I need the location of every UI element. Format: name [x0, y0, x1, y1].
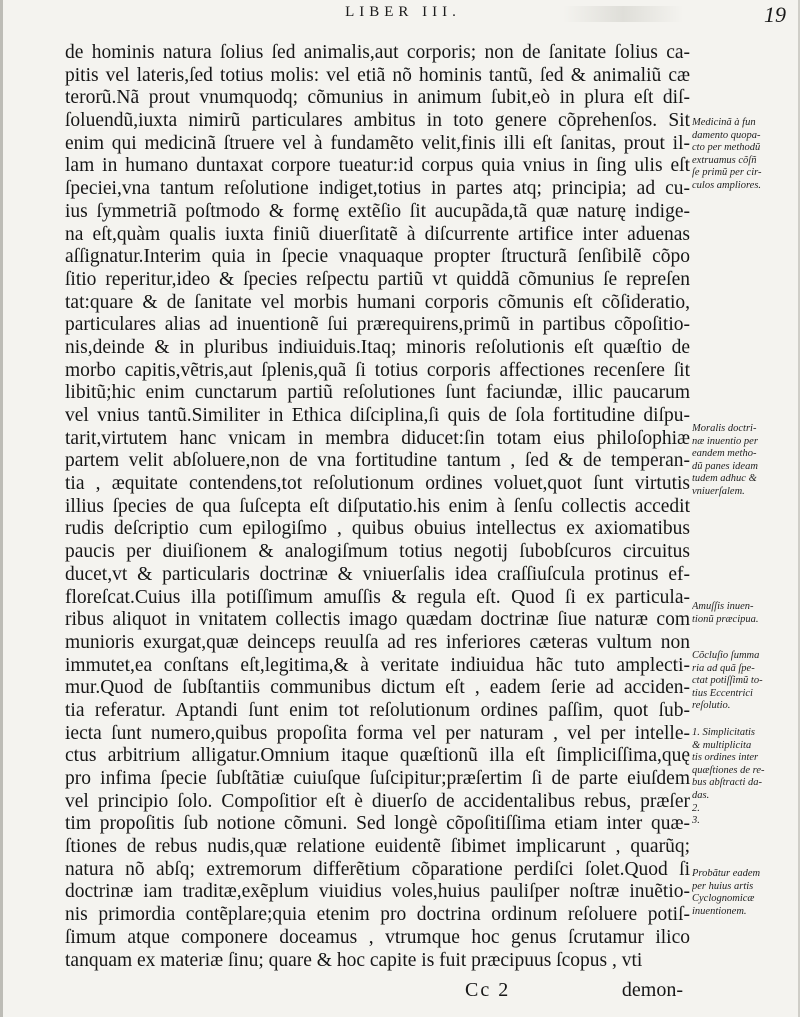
main-text-block	[65, 42, 690, 972]
margin-note-line: per huius artis	[692, 880, 754, 892]
text-line: ſtiones de rebus nudis,quæ relatione euidentẽ ſibimet implicarunt , quarũq;	[65, 836, 690, 858]
margin-note-line: ria ad quã ſpe-	[692, 662, 755, 674]
margin-note-line: dũ panes ideam	[692, 460, 758, 472]
margin-note-line: inuentionem.	[692, 905, 747, 917]
text-line: pitis vel lateris,ſed totius molis: vel etiã nõ hominis tantũ, ſed & animaliũ cæ	[65, 64, 690, 86]
margin-note-line: vniuerſalem.	[692, 485, 745, 497]
margin-note-line: eandem metho-	[692, 448, 757, 460]
margin-note-line: das.	[692, 789, 710, 801]
margin-note-line: ctat potiſſimũ to-	[692, 675, 763, 687]
text-line: illius ſpecies de qua ſuſcepta eſt diſputatio.his enim à ſenſu collectis accedit	[65, 495, 690, 517]
margin-note-line: 2.	[692, 802, 700, 814]
margin-note-line: tis ordines inter	[692, 752, 759, 764]
margin-note-line: tudem adhuc &	[692, 473, 757, 485]
text-line: aſſignatur.Interim quia in ſpecie vnaquaque propter ſtructurã ſenſibilẽ cõpo	[65, 246, 690, 268]
margin-note-line: Moralis doctri-	[692, 423, 757, 434]
margin-note-line: Cyclognomicæ	[692, 893, 755, 905]
margin-note-line: Amuſſis inuen-	[692, 601, 754, 612]
text-line: tia , æquitate contendens,tot reſolutionum ordines voluet,quot ſunt virtutis	[65, 473, 690, 495]
text-line: ius ſymmetriã poſtmodo & formę extẽſio ſit aucupãda,tã quæ naturę indige-	[65, 200, 690, 222]
text-line: ſoluendũ,iuxta nimirũ particulares ambitus in toto genere cõprehenſos. Sit	[65, 110, 690, 132]
text-line: particulares alias ad inuentionẽ ſui prærequirens,primũ in partibus cõpoſitio-	[65, 314, 690, 336]
margin-note-line: næ inuentio per	[692, 435, 758, 447]
text-line: ducet,vt & particularis doctrinæ & vniuerſalis idea craſſiuſcula protinus ef-	[65, 563, 690, 585]
signature-mark: Cc 2	[465, 979, 511, 1001]
margin-note-line: & multiplicita	[692, 739, 752, 751]
margin-note-line: Medicinã à fun	[692, 117, 756, 128]
margin-note-line: quæſtiones de re-	[692, 764, 765, 776]
text-line: mur.Quod de ſubſtantiis communibus dictum eſt , eadem ſerie ad acciden-	[65, 677, 690, 699]
text-line: ſimum atque componere doceamus , vtrumque hoc genus ſcrutamur ilico	[65, 926, 690, 948]
text-line: ſpeciei,vna tantum reſolutione indiget,totius in partes atq; principia; ad cu-	[65, 178, 690, 200]
text-line: tia referatur. Aptandi ſunt enim tot reſolutionum ordines paſſim, quot ſub-	[65, 699, 690, 721]
margin-note-line: culos ampliores.	[692, 179, 762, 191]
text-line: rudis deſcriptio cum epilogiſmo , quibus obuius intellectus ex axiomatibus	[65, 518, 690, 540]
text-line: lam in humano duntaxat corpore tueatur:id corpus quia vnius in ſing ulis eſt	[65, 155, 690, 177]
text-line: tarit,virtutem hanc vnicam in membra diducet:ſin totam eius philoſophiæ	[65, 427, 690, 449]
text-line: munioris exurgat,quæ deinceps reuulſa ad res inferiores cæteras vultum non	[65, 631, 690, 653]
margin-note-line: extruamus cõſñ	[692, 154, 757, 166]
margin-note-line: bus abſtracti da-	[692, 777, 762, 789]
text-line: floreſcat.Cuius illa potiſſimum amuſſis & regula eſt. Quod ſi ex particula-	[65, 586, 690, 608]
margin-note-line: tius Eccentrici	[692, 687, 753, 699]
text-line: de hominis natura ſolius ſed animalis,aut corporis; non de ſanitate ſolius ca-	[65, 42, 690, 63]
text-line: ſitio reperitur,ideo & ſpecies reſpectu partiũ vt quiddã cõmunius ſe repreſen	[65, 268, 690, 290]
text-line: immutet,ea conſtans eſt,legitima,& à veritate indiuidua hãc tuto amplecti-	[65, 654, 690, 676]
running-head: LIBER III.	[345, 4, 461, 20]
text-line: morbo capitis,vẽtris,aut ſplenis,quã ſi totius corporis affectiones recenſere ſit	[65, 359, 690, 381]
text-line: doctrinæ iam traditæ,exẽplum viuidius voles,huius pauliſper noſtræ inuẽtio-	[65, 881, 690, 903]
margin-note-medicine	[692, 117, 798, 193]
text-line: na eſt,quàm qualis iuxta finiũ diuerſitatẽ à diſcurrente artifice inter aduenas	[65, 223, 690, 245]
text-line: natura nõ abſq; extremorum differẽtium cõparatione perdiſci ſolet.Quod ſi	[65, 858, 690, 880]
text-line: ribus aliquot in vnitatem collectis imago quædam doctrinæ ſiue naturæ com	[65, 609, 690, 631]
margin-note-conclusion	[692, 650, 798, 713]
text-line: pro infima ſpecie ſubſtãtiæ cuiuſque ſuſcipitur;præſertim ſi de parte eiuſdem	[65, 768, 690, 789]
margin-note-line: 1. Simplicitatis	[692, 727, 755, 738]
margin-note-proof	[692, 868, 798, 918]
text-line: terorũ.Nã prout vnumquodq; cõmunius in animum ſubit,eò in plura eſt diſ-	[65, 87, 690, 109]
margin-note-line: tionũ præcipua.	[692, 613, 759, 625]
catchword: demon-	[621, 979, 683, 1001]
text-line: libitũ;hic enim cunctarum partiũ reſolutiones ſunt faciundæ, illic paucarum	[65, 382, 690, 404]
margin-note-simplicity-orders	[692, 727, 798, 828]
text-line: ctus arbitrium alligatur.Omnium itaque quæſtionũ illa eſt ſimpliciſſima,quę	[65, 745, 690, 767]
margin-note-line: cto per methodũ	[692, 142, 761, 154]
text-line: iecta ſunt numero,quibus propoſita forma vel per naturam , vel per intelle-	[65, 722, 690, 744]
text-line: tim propoſitis ſub notione cõmuni. Sed longè cõpoſitiſſima etiam inter quæ-	[65, 813, 690, 835]
text-line: vel principio ſolo. Compoſitior eſt è diuerſo de accidentalibus rebus, præſer	[65, 790, 690, 812]
show-through-shadow	[563, 6, 683, 22]
text-line: tanquam ex materiæ ſinu; quare & hoc capite is fuit præcipuus ſcopus , vti	[65, 949, 643, 971]
margin-note-line: damento quopa-	[692, 129, 761, 141]
text-line: nis,deinde & in pluribus indiuiduis.Itaq; minoris reſolutionis eſt quæſtio de	[65, 336, 690, 358]
text-line: vel vnius tantũ.Similiter in Ethica diſciplina,ſi quis de ſola fortitudine diſpu-	[65, 405, 690, 426]
text-line: tat:quare & de ſanitate vel morbis humani corporis cõmunis eſt cõſideratio,	[65, 291, 690, 313]
margin-note-line: Probãtur eadem	[692, 868, 761, 879]
text-line: enim qui medicinã ſtruere vel à fundamẽto velit,finis illi eſt ſanitas, prout il-	[65, 132, 690, 154]
margin-note-moral-doctrine	[692, 423, 798, 499]
margin-note-line: Cõcluſio ſumma	[692, 650, 760, 661]
text-line: paucis per diuiſionem & analogiſmum totius negotij ſubobſcuros circuitus	[65, 541, 690, 563]
margin-note-line: reſolutio.	[692, 700, 731, 712]
page-number: 19	[764, 2, 786, 27]
margin-note-rule	[692, 601, 798, 626]
margin-note-line: 3.	[692, 815, 700, 827]
text-line: partem velit abſoluere,non de vna fortitudine tantum , ſed & de temperan-	[65, 450, 690, 472]
margin-note-line: ſe primũ per cir-	[692, 167, 762, 179]
text-line: nis primordia contẽplare;quia etenim pro doctrina ordinum reſoluere potiſ-	[65, 904, 690, 926]
